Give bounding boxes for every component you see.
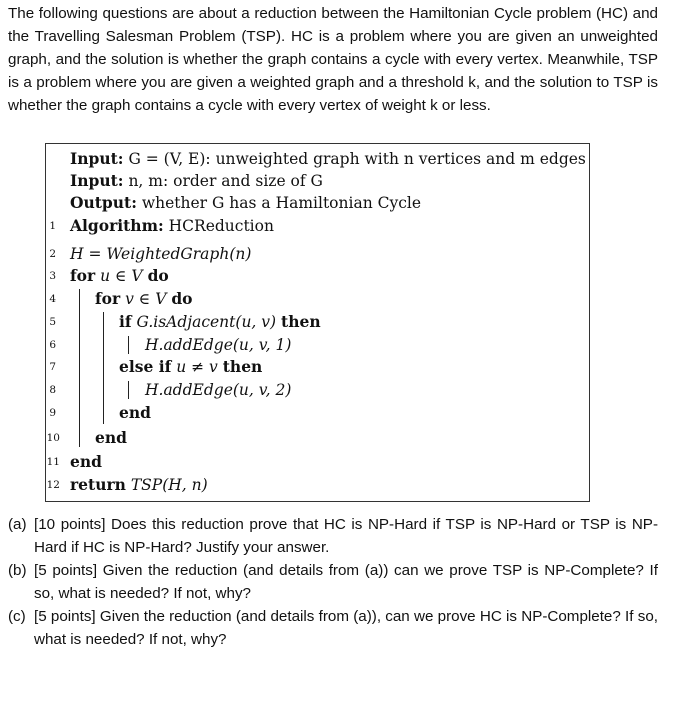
part-label: (b) (8, 562, 27, 579)
algorithm-box (45, 143, 590, 502)
code-text: v ∈ V (125, 290, 167, 308)
keyword: do (171, 289, 193, 308)
keyword: for (70, 266, 96, 285)
keyword: end (119, 403, 151, 422)
keyword: else if (119, 357, 172, 376)
part-text: [5 points] Given the reduction (and details from (a)) can we prove TSP is NP-Complete? If so, what is needed? If not, why? (34, 562, 658, 602)
keyword: Algorithm: (70, 216, 164, 235)
line-number: 10 (46, 432, 60, 444)
code-text: H.addEdge(u, v, 1) (145, 336, 292, 354)
input-label: Input: (70, 171, 124, 190)
line-number: 12 (46, 479, 60, 491)
keyword: then (281, 312, 321, 331)
line-number: 3 (49, 270, 56, 282)
keyword: end (95, 428, 127, 447)
question-part-a (8, 513, 658, 559)
keyword: then (222, 357, 263, 376)
keyword: if (119, 312, 132, 331)
line-number: 11 (46, 456, 60, 468)
line-number: 1 (49, 220, 56, 232)
output-label: Output: (70, 193, 137, 212)
intro-paragraph: The following questions are about a reduction between the Hamiltonian Cycle problem (HC) and the Travelling Salesman Problem (TSP). HC is a problem where you are given an unweighted graph, and the solution is whether the graph contains a cycle with every vertex. Meanwhile, TSP is a problem where you are given a weighted graph and a threshold k, and the solution to TSP is whether the graph contains a cycle with every vertex of weight k or less. (8, 5, 658, 114)
code-text: H.addEdge(u, v, 2) (145, 381, 292, 399)
question-part-b (8, 559, 658, 605)
code-text: u ≠ v (176, 358, 218, 376)
line-number: 2 (49, 248, 56, 260)
code-text: HCReduction (168, 217, 274, 235)
part-label: (c) (8, 608, 26, 625)
code-text: G.isAdjacent(u, v) (136, 313, 277, 331)
code-text: H = WeightedGraph(n) (70, 245, 252, 263)
output-text: whether G has a Hamiltonian Cycle (141, 194, 422, 212)
question-parts (8, 513, 658, 651)
keyword: return (70, 475, 126, 494)
part-text: [5 points] Given the reduction (and details from (a)), can we prove HC is NP-Complete? If so, what is needed? If not, why? (34, 608, 658, 648)
line-number: 4 (49, 293, 56, 305)
part-text: [10 points] Does this reduction prove that HC is NP-Hard if TSP is NP-Hard or TSP is NP-Hard if HC is NP-Hard? Justify your answer. (34, 516, 658, 556)
indent-bar-inner (103, 312, 104, 424)
code-text: u ∈ V (100, 267, 143, 285)
question-part-c (8, 605, 658, 651)
input-text: G = (V, E): unweighted graph with n vertices and m edges (128, 150, 586, 168)
keyword: do (147, 266, 169, 285)
part-label: (a) (8, 516, 27, 533)
input-text: n, m: order and size of G (128, 172, 323, 190)
input-label: Input: (70, 149, 124, 168)
line-number: 8 (49, 384, 56, 396)
line-number: 9 (49, 407, 56, 419)
indent-bar-else (128, 381, 129, 399)
line-number: 6 (49, 339, 56, 351)
indent-bar-outer (79, 289, 80, 447)
line-number: 7 (49, 361, 56, 373)
line-number: 5 (49, 316, 56, 328)
keyword: for (95, 289, 121, 308)
indent-bar-then (128, 336, 129, 354)
keyword: end (70, 452, 102, 471)
code-text: TSP(H, n) (130, 476, 208, 494)
